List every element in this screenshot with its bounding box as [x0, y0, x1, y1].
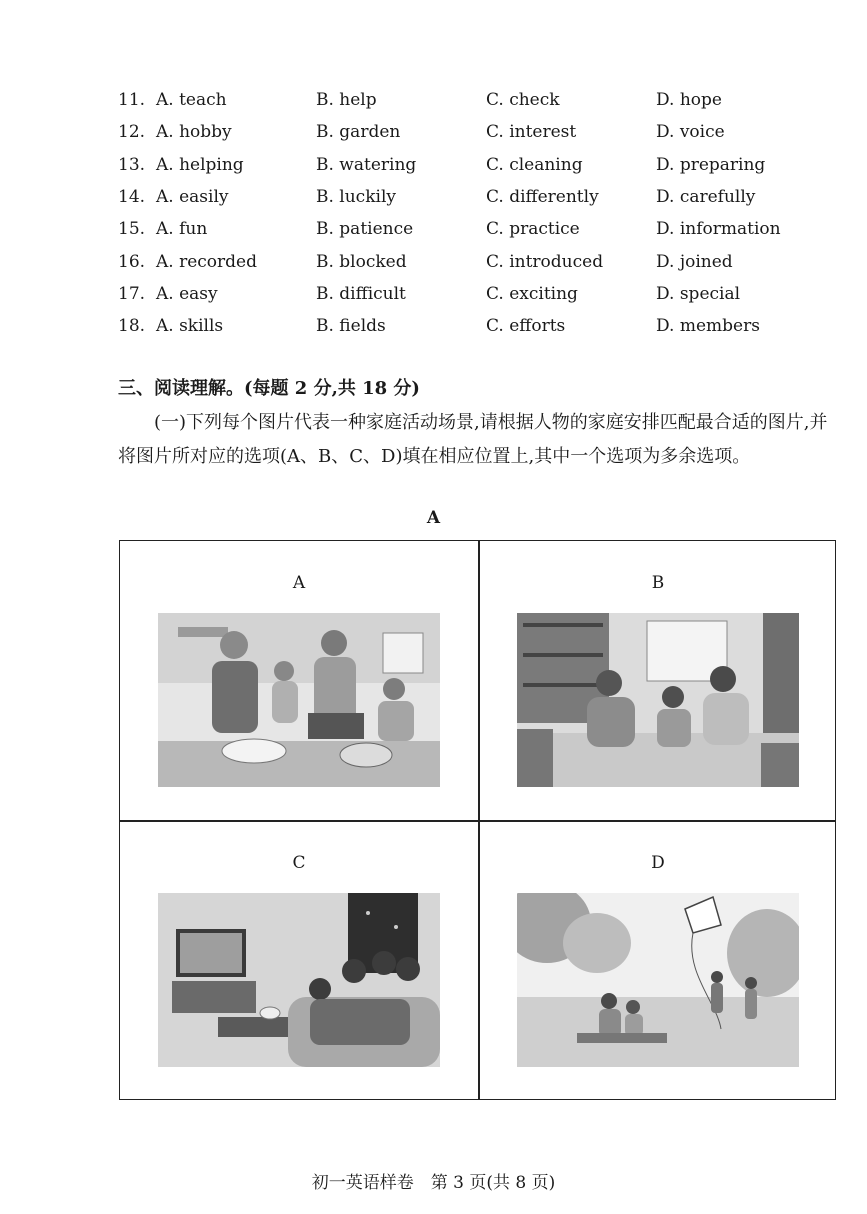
family-watching-tv-illustration: [158, 893, 440, 1067]
family-picnic-kite-illustration: [517, 893, 799, 1067]
option-c: C. introduced: [486, 251, 604, 272]
passage-label: A: [426, 508, 441, 528]
option-a: A. easy: [156, 283, 218, 304]
picture-label: B: [651, 573, 665, 593]
question-row-18: [118, 310, 838, 342]
picture-cell-c: [120, 821, 478, 1100]
picture-cell-b: [479, 541, 837, 820]
family-reading-illustration: [517, 613, 799, 787]
option-d: D. information: [656, 219, 781, 240]
option-c: C. practice: [486, 219, 580, 240]
question-number: 11.: [118, 90, 146, 111]
picture-cell-a: [120, 541, 478, 820]
option-a: A. skills: [156, 316, 224, 337]
question-number: 12.: [118, 122, 146, 143]
family-baking-illustration: [158, 613, 440, 787]
option-a: A. recorded: [156, 251, 257, 272]
question-row-14: [118, 181, 838, 213]
option-a: A. teach: [156, 90, 227, 111]
option-c: C. check: [486, 90, 560, 111]
question-row-16: [118, 245, 838, 277]
page-footer: 初一英语样卷 第 3 页(共 8 页): [311, 1173, 556, 1193]
option-d: D. joined: [656, 251, 733, 272]
option-d: D. special: [656, 283, 741, 304]
option-b: B. difficult: [316, 283, 406, 304]
option-c: C. exciting: [486, 283, 578, 304]
option-a: A. hobby: [156, 122, 232, 143]
picture-label: A: [292, 573, 306, 593]
option-d: D. members: [656, 316, 760, 337]
question-number: 17.: [118, 283, 146, 304]
question-row-12: [118, 116, 838, 148]
option-b: B. luckily: [316, 187, 396, 208]
option-b: B. blocked: [316, 251, 407, 272]
question-number: 14.: [118, 187, 146, 208]
picture-cell-d: [479, 821, 837, 1100]
option-b: B. help: [316, 90, 377, 111]
section-title: 三、阅读理解。(每题 2 分,共 18 分): [118, 378, 420, 399]
option-c: C. differently: [486, 187, 599, 208]
option-c: C. efforts: [486, 316, 566, 337]
option-a: A. easily: [156, 187, 229, 208]
question-number: 13.: [118, 154, 146, 175]
option-d: D. carefully: [656, 187, 756, 208]
section-instruction: (一)下列每个图片代表一种家庭活动场景,请根据人物的家庭安排匹配最合适的图片,并将图片所对应的选项(A、B、C、D)填在相应位置上,其中一个选项为多余选项。: [118, 412, 828, 467]
picture-grid: [119, 540, 836, 1100]
answer-options-table: [118, 84, 838, 342]
option-b: B. fields: [316, 316, 386, 337]
option-c: C. cleaning: [486, 154, 583, 175]
option-d: D. hope: [656, 90, 722, 111]
question-row-17: [118, 278, 838, 310]
question-row-15: [118, 213, 838, 245]
option-b: B. patience: [316, 219, 414, 240]
picture-label: C: [292, 853, 306, 873]
option-d: D. voice: [656, 122, 725, 143]
option-b: B. watering: [316, 154, 417, 175]
question-row-11: [118, 84, 838, 116]
question-number: 15.: [118, 219, 146, 240]
picture-label: D: [651, 853, 665, 873]
question-row-13: [118, 149, 838, 181]
option-c: C. interest: [486, 122, 577, 143]
question-number: 16.: [118, 251, 146, 272]
option-b: B. garden: [316, 122, 401, 143]
question-number: 18.: [118, 316, 146, 337]
option-a: A. helping: [156, 154, 244, 175]
option-d: D. preparing: [656, 154, 766, 175]
option-a: A. fun: [156, 219, 208, 240]
